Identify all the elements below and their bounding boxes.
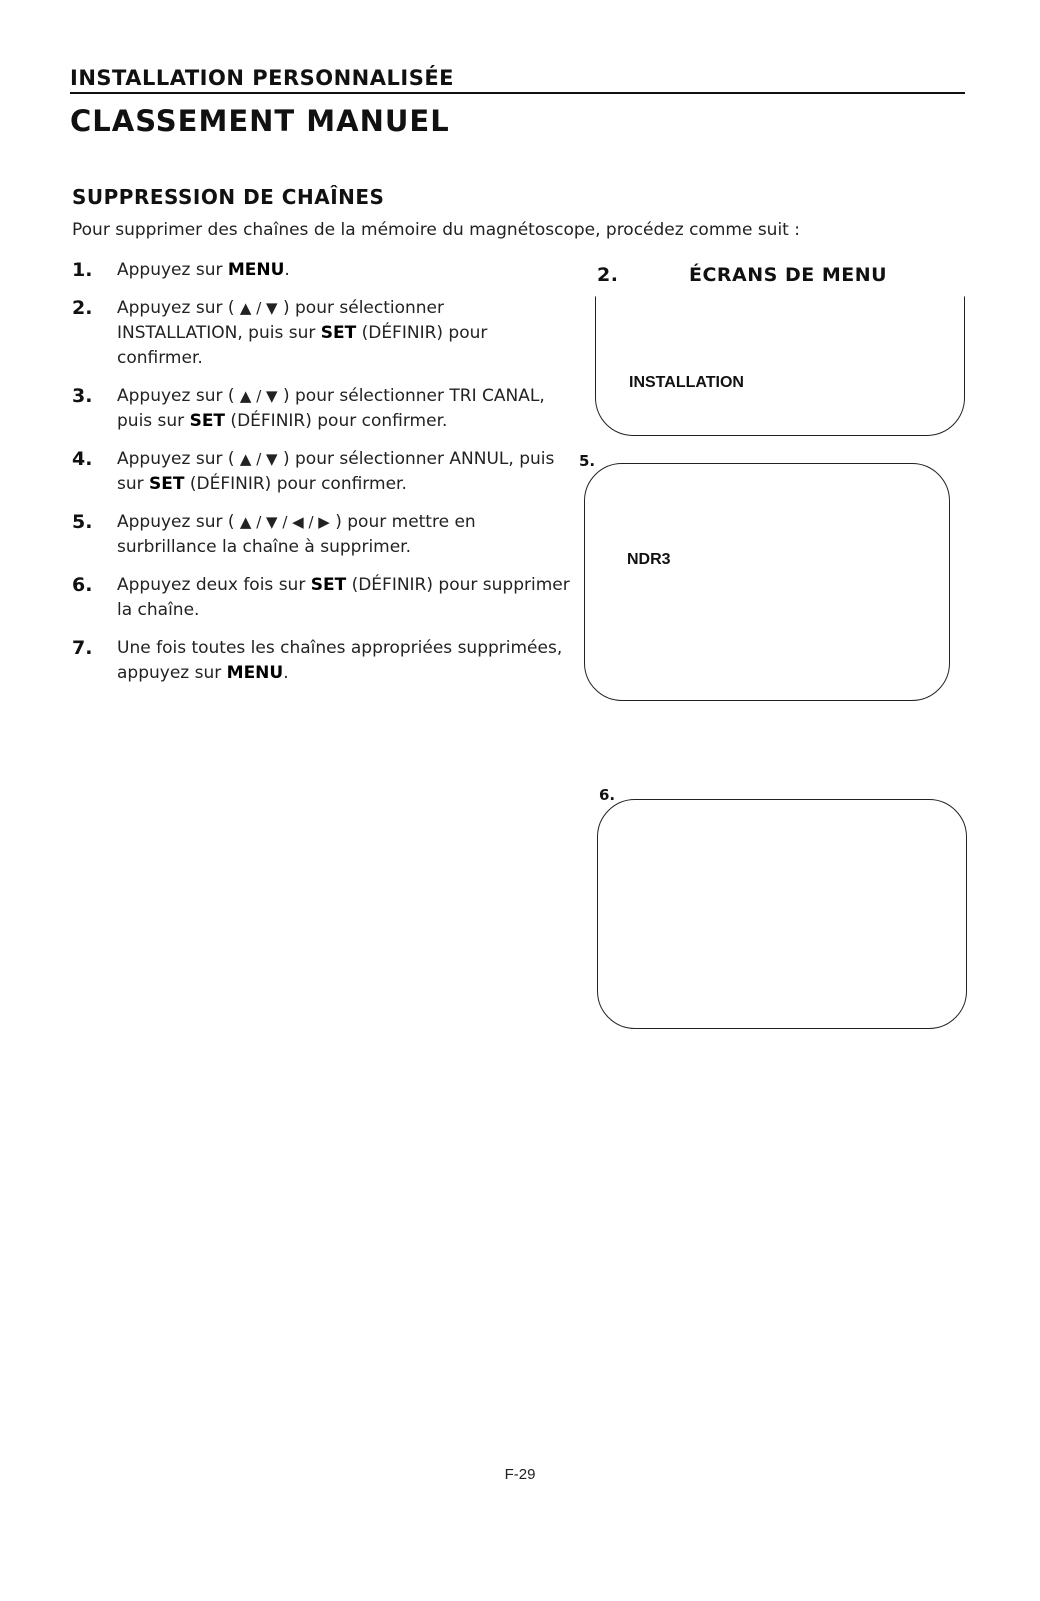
section-heading: INSTALLATION PERSONNALISÉE	[70, 66, 455, 90]
arrow-keys-icon: ▲ / ▼ / ◀ / ▶	[239, 513, 330, 531]
key-label: MENU	[226, 663, 284, 683]
step-text: Appuyez sur MENU.	[117, 260, 290, 280]
step-number: 7.	[72, 637, 93, 659]
screen-text-installation: INSTALLATION	[629, 374, 744, 391]
page-title: CLASSEMENT MANUEL	[70, 104, 450, 138]
step-number: 3.	[72, 385, 93, 407]
subsection-title: SUPPRESSION DE CHAÎNES	[72, 185, 385, 209]
step-number: 2.	[72, 297, 93, 319]
key-label: SET	[320, 323, 357, 343]
step-number: 5.	[72, 511, 93, 533]
screen-label-5: 5.	[579, 452, 596, 470]
step-text: Appuyez sur ( ▲ / ▼ / ◀ / ▶ ) pour mettre en surbrillance la chaîne à supprimer.	[117, 512, 476, 557]
arrow-keys-icon: ▲ / ▼	[239, 450, 278, 468]
intro-paragraph: Pour supprimer des chaînes de la mémoire du magnétoscope, procédez comme suit :	[72, 220, 800, 240]
key-label: SET	[189, 411, 226, 431]
section-heading-rule	[70, 92, 965, 94]
key-label: MENU	[227, 260, 285, 280]
screen-label-6: 6.	[599, 786, 616, 804]
step-text: Appuyez sur ( ▲ / ▼ ) pour sélectionner TRI CANAL, puis sur SET (DÉFINIR) pour confirmer.	[117, 386, 545, 431]
menu-screens-title: ÉCRANS DE MENU	[689, 264, 888, 286]
tv-screen-installation	[595, 296, 965, 436]
step-text: Appuyez deux fois sur SET (DÉFINIR) pour supprimer la chaîne.	[117, 575, 570, 620]
step-text: Appuyez sur ( ▲ / ▼ ) pour sélectionner ANNUL, puis sur SET (DÉFINIR) pour confirmer.	[117, 449, 555, 494]
tv-screen-blank	[597, 799, 967, 1029]
steps-list	[72, 258, 572, 699]
list-item	[72, 258, 572, 283]
list-item	[72, 636, 572, 686]
screen-text-channel: NDR3	[627, 551, 671, 568]
step-number: 4.	[72, 448, 93, 470]
tv-screen-channel-list	[584, 463, 950, 701]
arrow-keys-icon: ▲ / ▼	[239, 387, 278, 405]
step-text: Appuyez sur ( ▲ / ▼ ) pour sélectionner INSTALLATION, puis sur SET (DÉFINIR) pour confirmer.	[117, 298, 488, 368]
menu-screens-heading	[597, 264, 887, 286]
list-item	[72, 384, 572, 434]
menu-screens-number: 2.	[597, 264, 619, 286]
list-item	[72, 296, 572, 371]
arrow-keys-icon: ▲ / ▼	[239, 299, 278, 317]
list-item	[72, 573, 572, 623]
list-item	[72, 447, 572, 497]
key-label: SET	[149, 474, 185, 494]
step-number: 1.	[72, 259, 93, 281]
step-number: 6.	[72, 574, 93, 596]
step-text: Une fois toutes les chaînes appropriées supprimées, appuyez sur MENU.	[117, 638, 563, 683]
list-item	[72, 510, 572, 560]
page-number: F-29	[504, 1466, 536, 1483]
key-label: SET	[310, 575, 347, 595]
